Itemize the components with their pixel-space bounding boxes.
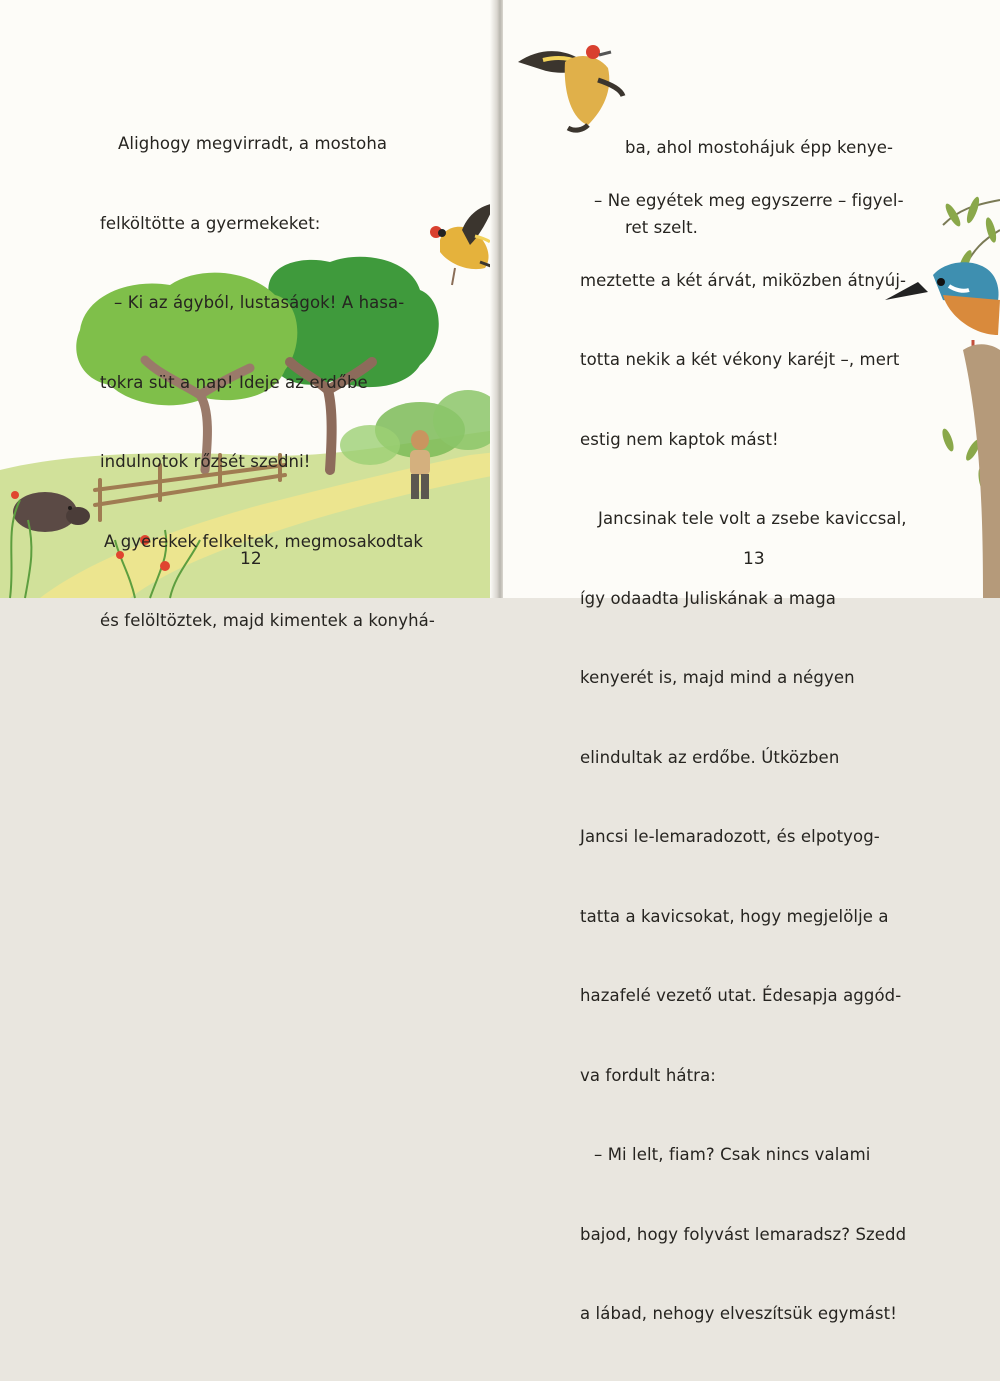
text-line: indulnotok rőzsét szedni! xyxy=(100,452,311,471)
text-line: Alighogy megvirradt, a mostoha xyxy=(118,134,388,153)
tree-trunk xyxy=(963,344,1000,598)
text-line: így odaadta Juliskának a maga xyxy=(580,588,837,608)
text-line: Jancsi le-lemaradozott, és elpotyog- xyxy=(580,827,880,846)
text-line: estig nem kaptok mást! xyxy=(580,429,779,449)
text-line: totta nekik a két vékony karéjt –, mert xyxy=(580,350,900,369)
text-line: – Ki az ágyból, lustaságok! A hasa- xyxy=(114,293,405,312)
text-line: kenyerét is, majd mind a négyen xyxy=(580,668,855,687)
right-page-text xyxy=(580,135,907,1381)
page-number-right: 13 xyxy=(743,549,765,569)
text-line: ba, ahol mostohájuk épp kenye- xyxy=(625,138,894,157)
page-number-left: 12 xyxy=(240,549,262,569)
text-line: és felöltöztek, majd kimentek a konyhá- xyxy=(100,611,435,630)
left-page-text xyxy=(100,78,435,688)
text-line: hazafelé vezető utat. Édesapja aggód- xyxy=(580,986,902,1005)
left-page xyxy=(0,0,497,630)
text-line: – Mi lelt, fiam? Csak nincs valami xyxy=(594,1145,871,1164)
right-page xyxy=(503,0,1000,1323)
text-line: A gyerekek felkeltek, megmosakodtak xyxy=(104,531,424,551)
poppy-flower xyxy=(11,491,19,499)
text-line: tatta a kavicsokat, hogy megjelölje a xyxy=(580,906,889,926)
text-line: meztette a két árvát, miközben átnyúj- xyxy=(580,270,907,290)
text-line: tokra süt a nap! Ideje az erdőbe xyxy=(100,372,368,392)
text-line: Jancsinak tele volt a zsebe kaviccsal, xyxy=(598,509,907,528)
text-line: ret szelt. xyxy=(625,217,698,237)
text-line: elindultak az erdőbe. Útközben xyxy=(580,747,840,767)
goldfinch-bird xyxy=(430,203,496,285)
text-line: – Ne egyétek meg egyszerre – figyel- xyxy=(594,191,904,210)
flying-goldfinch-bird xyxy=(518,45,623,130)
text-line: felköltötte a gyermekeket: xyxy=(100,213,321,233)
text-line: a lábad, nehogy elveszítsük egymást! xyxy=(580,1304,897,1323)
text-line: bajod, hogy folyvást lemaradsz? Szedd xyxy=(580,1224,907,1244)
text-line: va fordult hátra: xyxy=(580,1065,716,1085)
